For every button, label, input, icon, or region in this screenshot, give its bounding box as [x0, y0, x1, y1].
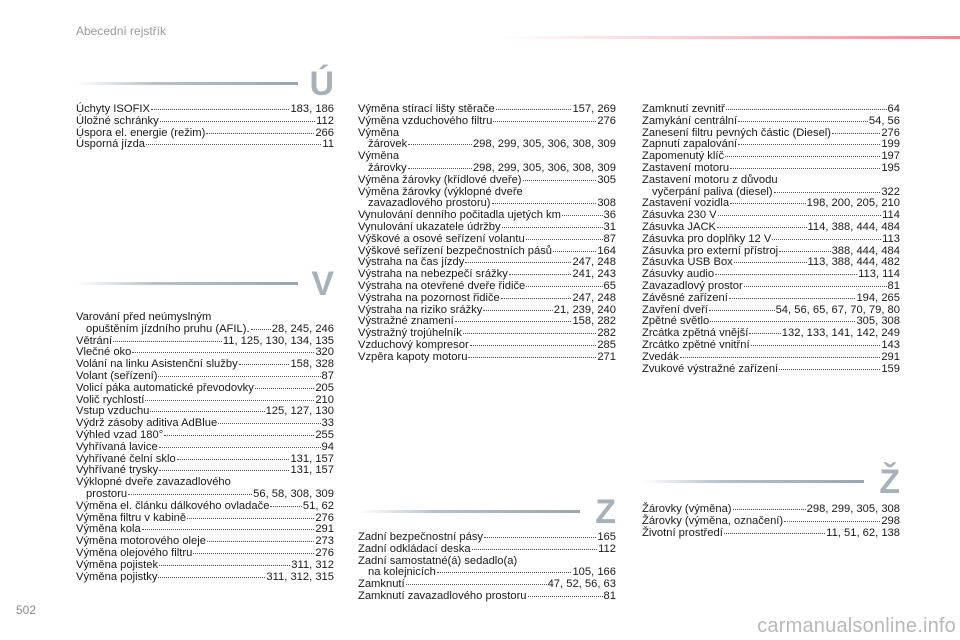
- index-entry-heading: Výměna: [358, 150, 400, 163]
- entry-pages: 56, 58, 308, 309: [253, 487, 334, 500]
- section-divider: [358, 510, 580, 513]
- dot-leader: [730, 168, 880, 169]
- dot-leader: [206, 133, 314, 134]
- section-header-zh: [642, 463, 900, 506]
- entry-pages: 298, 299, 305, 306, 308, 309: [472, 161, 616, 174]
- dot-leader: [463, 333, 596, 334]
- entry-pages: 11, 51, 62, 138: [826, 526, 900, 539]
- index-entry: [76, 324, 334, 336]
- entry-text: Výhled vzad 180°: [76, 428, 164, 441]
- dot-leader: [779, 369, 880, 370]
- entry-text: žárovky: [368, 161, 407, 174]
- entry-pages: 81: [603, 589, 616, 602]
- entry-text: Výměna žárovky (křídlové dveře): [358, 173, 522, 186]
- dot-leader: [832, 133, 880, 134]
- entry-text: Zamykání centrální: [642, 114, 738, 127]
- entry-pages: 125, 127, 130: [265, 405, 334, 418]
- entry-text: Výměna pojistky: [76, 570, 158, 583]
- entry-pages: 21, 239, 240: [553, 303, 616, 316]
- dot-leader: [158, 577, 265, 578]
- entry-pages: 282: [597, 327, 616, 340]
- entry-text: Úsporná jízda: [76, 138, 146, 151]
- dot-leader: [159, 470, 289, 471]
- column-v-mid: [358, 104, 616, 364]
- entry-pages: 157, 269: [572, 103, 616, 115]
- entry-pages: 64: [887, 103, 900, 115]
- index-entry-heading: Výměna: [358, 126, 400, 139]
- index-entry: [642, 163, 900, 175]
- dot-leader: [468, 357, 596, 358]
- index-entry: [358, 175, 616, 187]
- entry-text: Zavazadlový prostor: [642, 279, 743, 292]
- entry-text: Výdrž zásoby aditiva AdBlue: [76, 417, 218, 430]
- dot-leader: [523, 180, 597, 181]
- entry-pages: 276: [315, 511, 334, 524]
- entry-text: Vynulování denního počitadla ujetých km: [358, 209, 561, 222]
- entry-text: Volič rychlostí: [76, 393, 145, 406]
- entry-pages: 311, 312, 315: [266, 570, 334, 583]
- entry-pages: 132, 133, 141, 142, 249: [781, 327, 900, 340]
- entry-text: Výstraha na nebezpečí srážky: [358, 268, 508, 281]
- section-header-v: [76, 265, 334, 308]
- dot-leader: [150, 411, 264, 412]
- entry-text: Zamknutí zavazadlového prostoru: [358, 589, 527, 602]
- entry-text: Žárovky (výměna): [642, 503, 732, 515]
- entry-pages: 11, 125, 130, 134, 135: [222, 334, 334, 347]
- dot-leader: [177, 459, 290, 460]
- entry-pages: 298: [881, 514, 900, 527]
- entry-text: zavazadlového prostoru): [368, 197, 491, 210]
- entry-text: Volání na linku Asistenční služby: [76, 358, 238, 371]
- entry-text: Zapomenutý klíč: [642, 150, 725, 163]
- entry-text: Životní prostředí: [642, 526, 723, 539]
- column-zh-right: [642, 504, 900, 539]
- section-header-u: [76, 65, 334, 108]
- entry-pages: 94: [321, 440, 334, 453]
- dot-leader: [526, 239, 603, 240]
- entry-text: Zrcátko zpětné vnitřní: [642, 338, 750, 351]
- entry-pages: 65: [603, 279, 616, 292]
- entry-text: Výměna pojistek: [76, 558, 159, 571]
- entry-pages: 198, 200, 205, 210: [806, 197, 900, 210]
- index-entry: [76, 489, 334, 501]
- entry-text: Zásuvka pro externí přístroj: [642, 244, 779, 257]
- section-letter: V: [311, 265, 334, 303]
- entry-text: Výstraha na pozornost řidiče: [358, 291, 500, 304]
- entry-text: Volant (seřízení): [76, 369, 158, 382]
- entry-pages: 247, 248: [572, 291, 616, 304]
- dot-leader: [484, 537, 596, 538]
- index-entry: [642, 234, 900, 246]
- entry-pages: 51, 62: [302, 499, 334, 512]
- entry-pages: 388, 444, 484: [831, 244, 900, 257]
- entry-pages: 276: [881, 126, 900, 139]
- dot-leader: [717, 227, 807, 228]
- entry-pages: 31: [603, 220, 616, 233]
- entry-pages: 285: [597, 338, 616, 351]
- entry-text: Výstraha na čas jízdy: [358, 256, 465, 269]
- dot-leader: [132, 352, 314, 353]
- entry-text: Zamknutí: [358, 578, 405, 591]
- entry-pages: 308: [597, 197, 616, 210]
- entry-text: Výškové seřízení bezpečnostních pásů: [358, 244, 553, 257]
- index-entry: [642, 281, 900, 293]
- dot-leader: [492, 203, 597, 204]
- entry-text: prostoru: [86, 487, 128, 500]
- entry-text: Vzduchový kompresor: [358, 338, 469, 351]
- entry-text: Volicí páka automatické převodovky: [76, 381, 254, 394]
- entry-pages: 271: [597, 350, 616, 363]
- entry-text: Výměna motorového oleje: [76, 535, 206, 548]
- entry-text: Zanesení filtru pevných částic (Diesel): [642, 126, 832, 139]
- entry-text: Výškové a osové seřízení volantu: [358, 232, 525, 245]
- entry-pages: 320: [315, 346, 334, 359]
- watermark: carmanualsonline.info: [757, 615, 956, 637]
- dot-leader: [158, 376, 320, 377]
- dot-leader: [779, 251, 830, 252]
- entry-text: Zásuvky audio: [642, 268, 715, 281]
- index-entry: [358, 544, 616, 556]
- entry-pages: 165: [597, 531, 616, 543]
- dot-leader: [774, 192, 881, 193]
- entry-text: Výměna filtru v kabině: [76, 511, 187, 524]
- entry-text: Zvukové výstražné zařízení: [642, 362, 779, 375]
- entry-pages: 87: [321, 369, 334, 382]
- index-entry: [358, 116, 616, 128]
- index-entry: [642, 516, 900, 528]
- dot-leader: [160, 121, 315, 122]
- dot-leader: [725, 156, 880, 157]
- entry-text: Zásuvka JACK: [642, 220, 716, 233]
- section-divider: [76, 82, 298, 85]
- entry-text: Výměna vzduchového filtru: [358, 114, 493, 127]
- entry-pages: 210: [315, 393, 334, 406]
- entry-pages: 36: [603, 209, 616, 222]
- entry-text: Výměna kola: [76, 523, 141, 536]
- entry-pages: 131, 157: [290, 452, 334, 465]
- entry-pages: 131, 157: [290, 464, 334, 477]
- entry-pages: 298, 299, 305, 308: [806, 503, 900, 515]
- index-entry: [642, 528, 900, 540]
- entry-text: Žárovky (výměna, označení): [642, 514, 784, 527]
- entry-text: Úspora el. energie (režim): [76, 126, 206, 139]
- index-entry-heading: Výklopné dveře zavazadlového: [76, 476, 231, 489]
- index-entry: [642, 116, 900, 128]
- dot-leader: [437, 572, 572, 573]
- index-entry: [642, 222, 900, 234]
- dot-leader: [751, 345, 881, 346]
- dot-leader: [718, 215, 882, 216]
- entry-text: Větrání: [76, 334, 113, 347]
- dot-leader: [408, 144, 472, 145]
- dot-leader: [270, 506, 301, 507]
- entry-pages: 112: [598, 542, 616, 555]
- dot-leader: [113, 341, 222, 342]
- entry-text: Výstraha na riziko srážky: [358, 303, 483, 316]
- index-entry: [76, 116, 334, 128]
- dot-leader: [142, 529, 315, 530]
- dot-leader: [502, 227, 603, 228]
- entry-text: Výměna stírací lišty stěrače: [358, 103, 495, 115]
- entry-pages: 113, 114: [858, 268, 900, 281]
- section-letter: Ú: [309, 65, 334, 103]
- section-divider: [76, 282, 298, 285]
- entry-pages: 158, 328: [290, 358, 334, 371]
- entry-text: žárovek: [368, 138, 408, 151]
- dot-leader: [680, 357, 881, 358]
- entry-text: Vlečné oko: [76, 346, 132, 359]
- dot-leader: [207, 541, 314, 542]
- dot-leader: [715, 274, 857, 275]
- index-entry: [358, 340, 616, 352]
- section-divider: [642, 480, 864, 483]
- index-entry-heading: Zastavení motoru z důvodu: [642, 173, 778, 186]
- entry-pages: 54, 56, 65, 67, 70, 79, 80: [775, 303, 900, 316]
- dot-leader: [729, 298, 856, 299]
- entry-pages: 194, 265: [856, 291, 900, 304]
- entry-text: Vyhřívaná lavice: [76, 440, 158, 453]
- dot-leader: [528, 596, 603, 597]
- dot-leader: [744, 286, 887, 287]
- dot-leader: [218, 423, 320, 424]
- dot-leader: [493, 121, 596, 122]
- dot-leader: [724, 533, 825, 534]
- dot-leader: [733, 509, 806, 510]
- entry-pages: 311, 312: [291, 558, 334, 571]
- dot-leader: [496, 109, 572, 110]
- entry-pages: 164: [597, 244, 616, 257]
- dot-leader: [710, 321, 855, 322]
- page-header-title: Abecední rejstřík: [76, 24, 167, 38]
- entry-pages: 276: [597, 114, 616, 127]
- entry-text: Výstraha na otevřené dveře řidiče: [358, 279, 526, 292]
- entry-text: na kolejnicích: [368, 566, 436, 579]
- dot-leader: [526, 286, 602, 287]
- index-entry: [358, 352, 616, 364]
- entry-pages: 205: [315, 381, 334, 394]
- entry-text: Zamknutí zevnitř: [642, 103, 725, 115]
- entry-text: Vstup vzduchu: [76, 405, 150, 418]
- dot-leader: [255, 388, 314, 389]
- entry-pages: 54, 56: [868, 114, 900, 127]
- dot-leader: [193, 553, 314, 554]
- dot-leader: [784, 521, 880, 522]
- index-entry: [76, 430, 334, 442]
- entry-pages: 199: [881, 138, 900, 151]
- entry-pages: 305: [597, 173, 616, 186]
- entry-pages: 322: [881, 185, 900, 198]
- entry-text: opuštěním jízdního pruhu (AFIL).: [86, 322, 250, 335]
- entry-pages: 255: [315, 428, 334, 441]
- dot-leader: [465, 262, 571, 263]
- entry-pages: 266: [315, 126, 334, 139]
- entry-pages: 33: [321, 417, 334, 430]
- column-z-right: [642, 104, 900, 375]
- entry-pages: 298, 299, 305, 306, 308, 309: [472, 138, 616, 151]
- dot-leader: [159, 565, 290, 566]
- entry-text: Závěsné zařízení: [642, 291, 728, 304]
- dot-leader: [472, 549, 598, 550]
- index-entry: [76, 371, 334, 383]
- entry-text: Vzpěra kapoty motoru: [358, 350, 468, 363]
- index-entry: [358, 281, 616, 293]
- entry-pages: 11: [322, 138, 334, 151]
- dot-leader: [553, 251, 596, 252]
- entry-pages: 113: [882, 232, 900, 245]
- dot-leader: [730, 203, 806, 204]
- index-entry-heading: Zadní samostatné(á) sedadlo(a): [358, 554, 518, 567]
- index-entry: [76, 560, 334, 572]
- index-entry-heading: Varování před neúmyslným: [76, 311, 212, 323]
- column-z-mid: [358, 532, 616, 603]
- section-letter: Z: [595, 493, 616, 531]
- entry-text: Zadní odkládací deska: [358, 542, 471, 555]
- entry-text: Vynulování ukazatele údržby: [358, 220, 501, 233]
- index-entry: [358, 163, 616, 175]
- index-entry: [358, 234, 616, 246]
- entry-pages: 105, 166: [572, 566, 616, 579]
- dot-leader: [251, 329, 271, 330]
- dot-leader: [562, 215, 603, 216]
- entry-pages: 305, 308: [856, 315, 900, 328]
- entry-pages: 47, 52, 56, 63: [547, 578, 616, 591]
- section-letter: Ž: [879, 463, 900, 501]
- entry-pages: 28, 245, 246: [271, 322, 334, 335]
- index-entry: [76, 572, 334, 584]
- entry-pages: 195: [881, 161, 900, 174]
- dot-leader: [145, 400, 314, 401]
- entry-text: Zapnutí zapalování: [642, 138, 738, 151]
- entry-pages: 276: [315, 546, 334, 559]
- dot-leader: [738, 144, 880, 145]
- entry-text: Zpětné světlo: [642, 315, 710, 328]
- entry-text: vyčerpání paliva (diesel): [652, 185, 773, 198]
- dot-leader: [408, 168, 472, 169]
- index-entry: [358, 293, 616, 305]
- index-entry: [358, 591, 616, 603]
- entry-text: Výstražné znamení: [358, 315, 454, 328]
- column-v-left: [76, 312, 334, 583]
- entry-text: Výměna el. článku dálkového ovladače: [76, 499, 270, 512]
- index-entry: [642, 364, 900, 376]
- column-u: [76, 104, 334, 151]
- section-header-z: [358, 493, 616, 536]
- entry-pages: 291: [315, 523, 334, 536]
- entry-text: Zavření dveří: [642, 303, 708, 316]
- entry-text: Výměna olejového filtru: [76, 546, 193, 559]
- dot-leader: [501, 298, 572, 299]
- entry-pages: 273: [315, 535, 334, 548]
- dot-leader: [406, 584, 547, 585]
- index-entry-heading: Výměna žárovky (výklopné dveře: [358, 185, 523, 198]
- entry-pages: 114: [882, 209, 900, 222]
- index-entry: [76, 548, 334, 560]
- entry-pages: 114, 388, 444, 484: [807, 220, 900, 233]
- page-number: 502: [16, 603, 37, 617]
- dot-leader: [726, 109, 887, 110]
- dot-leader: [187, 518, 314, 519]
- index-entry: [642, 340, 900, 352]
- entry-text: Úložné schránky: [76, 114, 159, 127]
- dot-leader: [470, 345, 597, 346]
- index-entry: [76, 442, 334, 454]
- index-entry: [76, 383, 334, 395]
- header-accent-rule: [500, 36, 960, 39]
- entry-text: Zastavení vozidla: [642, 197, 730, 210]
- entry-pages: 291: [881, 350, 900, 363]
- entry-pages: 241, 243: [572, 268, 616, 281]
- index-entry: [642, 352, 900, 364]
- entry-pages: 159: [881, 362, 900, 375]
- entry-text: Úchyty ISOFIX: [76, 103, 150, 115]
- index-entry: [358, 222, 616, 234]
- dot-leader: [239, 364, 290, 365]
- entry-text: Zásuvka USB Box: [642, 256, 733, 269]
- dot-leader: [159, 447, 321, 448]
- entry-text: Zásuvka 230 V: [642, 209, 717, 222]
- entry-pages: 112: [316, 114, 334, 127]
- entry-text: Zvedák: [642, 350, 679, 363]
- dot-leader: [709, 310, 775, 311]
- index-entry: [76, 501, 334, 513]
- entry-pages: 87: [603, 232, 616, 245]
- entry-text: Zadní bezpečnostní pásy: [358, 531, 484, 543]
- entry-pages: 183, 186: [290, 103, 334, 115]
- entry-pages: 143: [881, 338, 900, 351]
- dot-leader: [483, 310, 552, 311]
- index-entry: [76, 139, 334, 151]
- dot-leader: [151, 109, 289, 110]
- dot-leader: [772, 239, 881, 240]
- entry-pages: 158, 282: [572, 315, 616, 328]
- index-entry: [642, 293, 900, 305]
- entry-text: Zrcátka zpětná vnější: [642, 327, 749, 340]
- dot-leader: [509, 274, 572, 275]
- dot-leader: [749, 333, 780, 334]
- entry-text: Zastavení motoru: [642, 161, 730, 174]
- dot-leader: [146, 144, 321, 145]
- entry-pages: 81: [887, 279, 900, 292]
- entry-text: Zásuvka pro doplňky 12 V: [642, 232, 772, 245]
- entry-text: Vyhřívané čelní sklo: [76, 452, 176, 465]
- dot-leader: [455, 321, 572, 322]
- entry-pages: 113, 388, 444, 482: [807, 256, 900, 269]
- dot-leader: [164, 435, 314, 436]
- dot-leader: [734, 262, 807, 263]
- dot-leader: [738, 121, 868, 122]
- entry-text: Vyhřívané trysky: [76, 464, 159, 477]
- entry-pages: 247, 248: [572, 256, 616, 269]
- dot-leader: [128, 494, 252, 495]
- entry-text: Výstražný trojúhelník: [358, 327, 462, 340]
- entry-pages: 197: [881, 150, 900, 163]
